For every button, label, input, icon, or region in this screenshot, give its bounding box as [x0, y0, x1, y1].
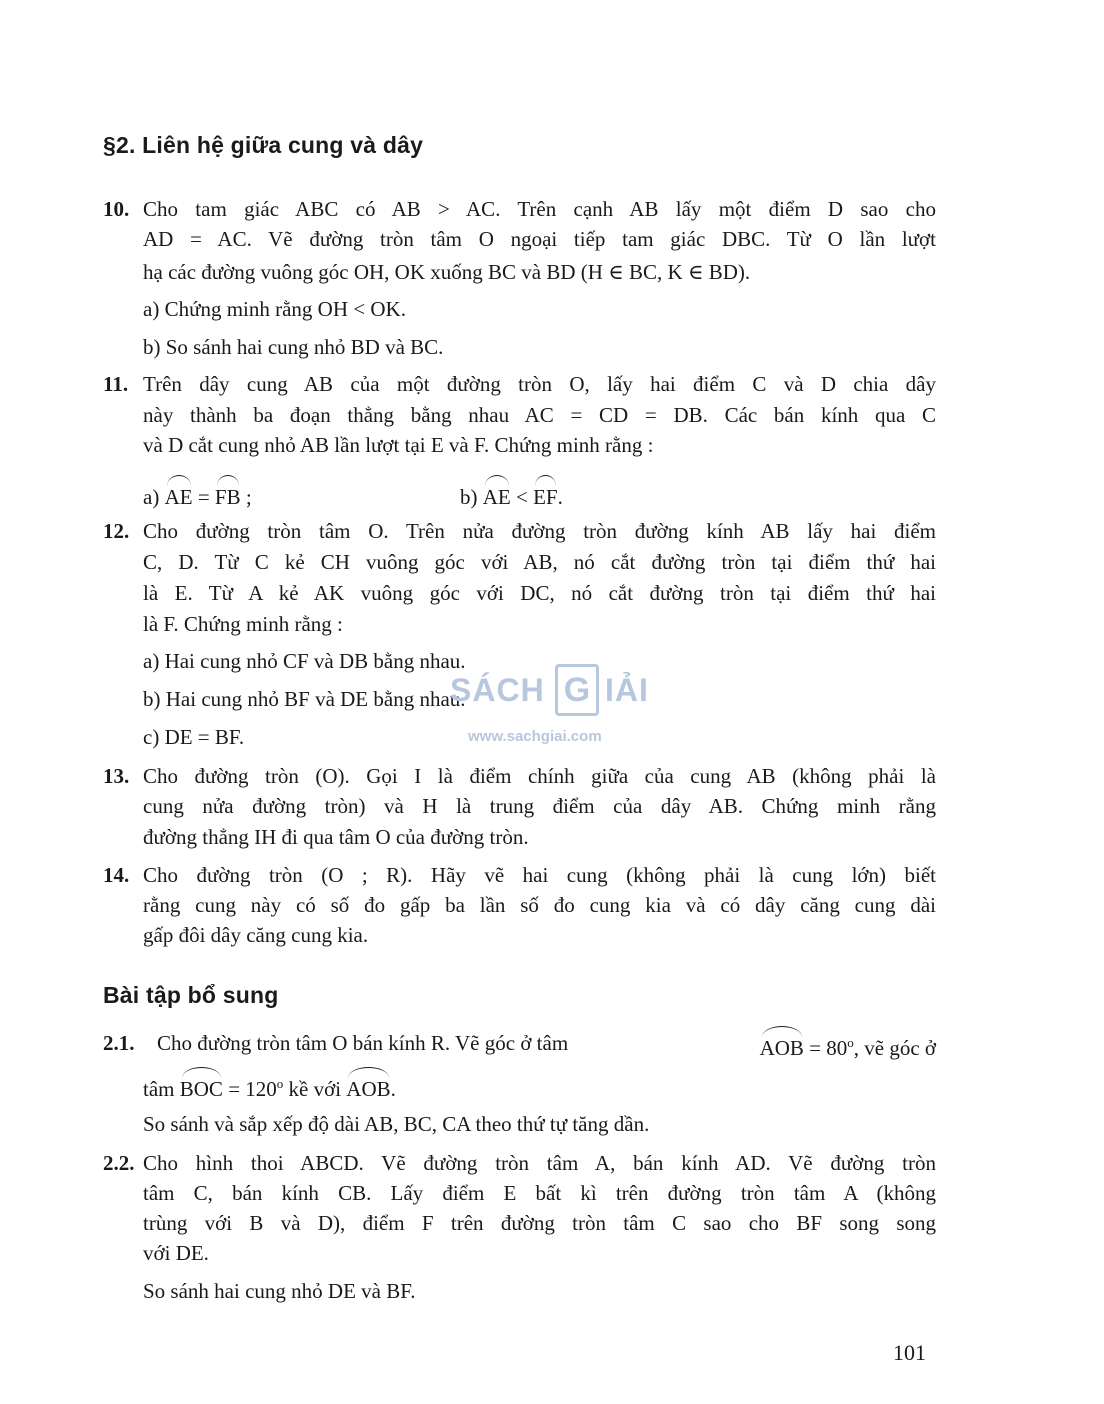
problem-2-2-number: 2.2. — [103, 1151, 135, 1175]
problem-12-line-2: C, D. Từ C kẻ CH vuông góc với AB, nó cắt đường tròn tại điểm thứ hai — [143, 550, 936, 574]
angle-aob: AOB — [346, 1072, 390, 1102]
problem-14-line-2: rằng cung này có số đo gấp ba lần số đo cung kia và có dây căng cung dài — [143, 893, 936, 917]
problem-12-number: 12. — [103, 519, 130, 543]
problem-11-number: 11. — [103, 372, 129, 396]
problem-2-1-line-1: Cho đường tròn tâm O bán kính R. Vẽ góc ở tâm AOB = $80^o$, vẽ góc ở — [157, 1031, 936, 1060]
problem-11-part-b: b) AE < EF. — [460, 480, 563, 510]
problem-10-line-3: hạ các đường vuông góc OH, OK xuống BC và BD (H ∈ BC, K ∈ BD). — [143, 260, 751, 284]
problem-2-2-line-1: Cho hình thoi ABCD. Vẽ đường tròn tâm A, bán kính AD. Vẽ đường tròn — [143, 1151, 936, 1175]
problem-10-number: 10. — [103, 197, 130, 221]
problem-10-part-a: a) Chứng minh rằng OH < OK. — [143, 297, 406, 321]
watermark-logo: SÁCH G IẢI www.sachgiai.com — [450, 664, 670, 754]
problem-2-2-line-4: với DE. — [143, 1241, 209, 1265]
problem-11-line-3: và D cắt cung nhỏ AB lần lượt tại E và F. Chứng minh rằng : — [143, 433, 654, 457]
problem-12-part-c: c) DE = BF. — [143, 725, 245, 749]
problem-12-part-b: b) Hai cung nhỏ BF và DE bằng nhau. — [143, 687, 466, 711]
problem-14-line-3: gấp đôi dây căng cung kia. — [143, 923, 369, 947]
problem-13-number: 13. — [103, 764, 130, 788]
arc-fb: FB — [215, 480, 241, 510]
problem-10-line-1: Cho tam giác ABC có AB > AC. Trên cạnh AB lấy một điểm D sao cho — [143, 197, 936, 221]
arc-ae: AE — [165, 480, 193, 510]
problem-14-number: 14. — [103, 863, 130, 887]
supplement-title: Bài tập bổ sung — [103, 982, 279, 1008]
problem-13-line-2: cung nửa đường tròn) và H là trung điểm của dây AB. Chứng minh rằng — [143, 794, 936, 818]
problem-11-line-2: này thành ba đoạn thẳng bằng nhau AC = CD = DB. Các bán kính qua C — [143, 403, 936, 427]
section-title: §2. Liên hệ giữa cung và dây — [103, 132, 424, 158]
problem-14-line-1: Cho đường tròn (O ; R). Hãy vẽ hai cung (không phải là cung lớn) biết — [143, 863, 936, 887]
problem-10-part-b: b) So sánh hai cung nhỏ BD và BC. — [143, 335, 444, 359]
angle-aob: AOB — [760, 1031, 804, 1061]
angle-boc: BOC — [180, 1072, 223, 1102]
arc-ef: EF — [533, 480, 558, 510]
problem-2-2-line-2: tâm C, bán kính CB. Lấy điểm E bất kì trên đường tròn tâm A (không — [143, 1181, 936, 1205]
problem-12-part-a: a) Hai cung nhỏ CF và DB bằng nhau. — [143, 649, 466, 673]
problem-2-1-number: 2.1. — [103, 1031, 135, 1055]
problem-2-1-line-3: So sánh và sắp xếp độ dài AB, BC, CA theo thứ tự tăng dần. — [143, 1112, 650, 1136]
problem-10-line-2: AD = AC. Vẽ đường tròn tâm O ngoại tiếp tam giác DBC. Từ O lần lượt — [143, 227, 936, 251]
problem-11-part-a: a) AE = FB ; — [143, 480, 252, 510]
arc-ae: AE — [483, 480, 511, 510]
problem-13-line-1: Cho đường tròn (O). Gọi I là điểm chính giữa của cung AB (không phải là — [143, 764, 936, 788]
problem-2-1-line-2: tâm BOC = $120^o$ kề với AOB. — [143, 1071, 396, 1102]
problem-2-2-line-3: trùng với B và D), điểm F trên đường tròn tâm C sao cho BF song song — [143, 1211, 936, 1235]
problem-12-line-3: là E. Từ A kẻ AK vuông góc với DC, nó cắt đường tròn tại điểm thứ hai — [143, 581, 936, 605]
problem-11-line-1: Trên dây cung AB của một đường tròn O, lấy hai điểm C và D chia dây — [143, 372, 936, 396]
problem-2-2-line-5: So sánh hai cung nhỏ DE và BF. — [143, 1279, 416, 1303]
problem-13-line-3: đường thẳng IH đi qua tâm O của đường tròn. — [143, 825, 529, 849]
problem-12-line-4: là F. Chứng minh rằng : — [143, 612, 343, 636]
page-number: 101 — [893, 1340, 926, 1365]
problem-12-line-1: Cho đường tròn tâm O. Trên nửa đường tròn đường kính AB lấy hai điểm — [143, 519, 936, 543]
